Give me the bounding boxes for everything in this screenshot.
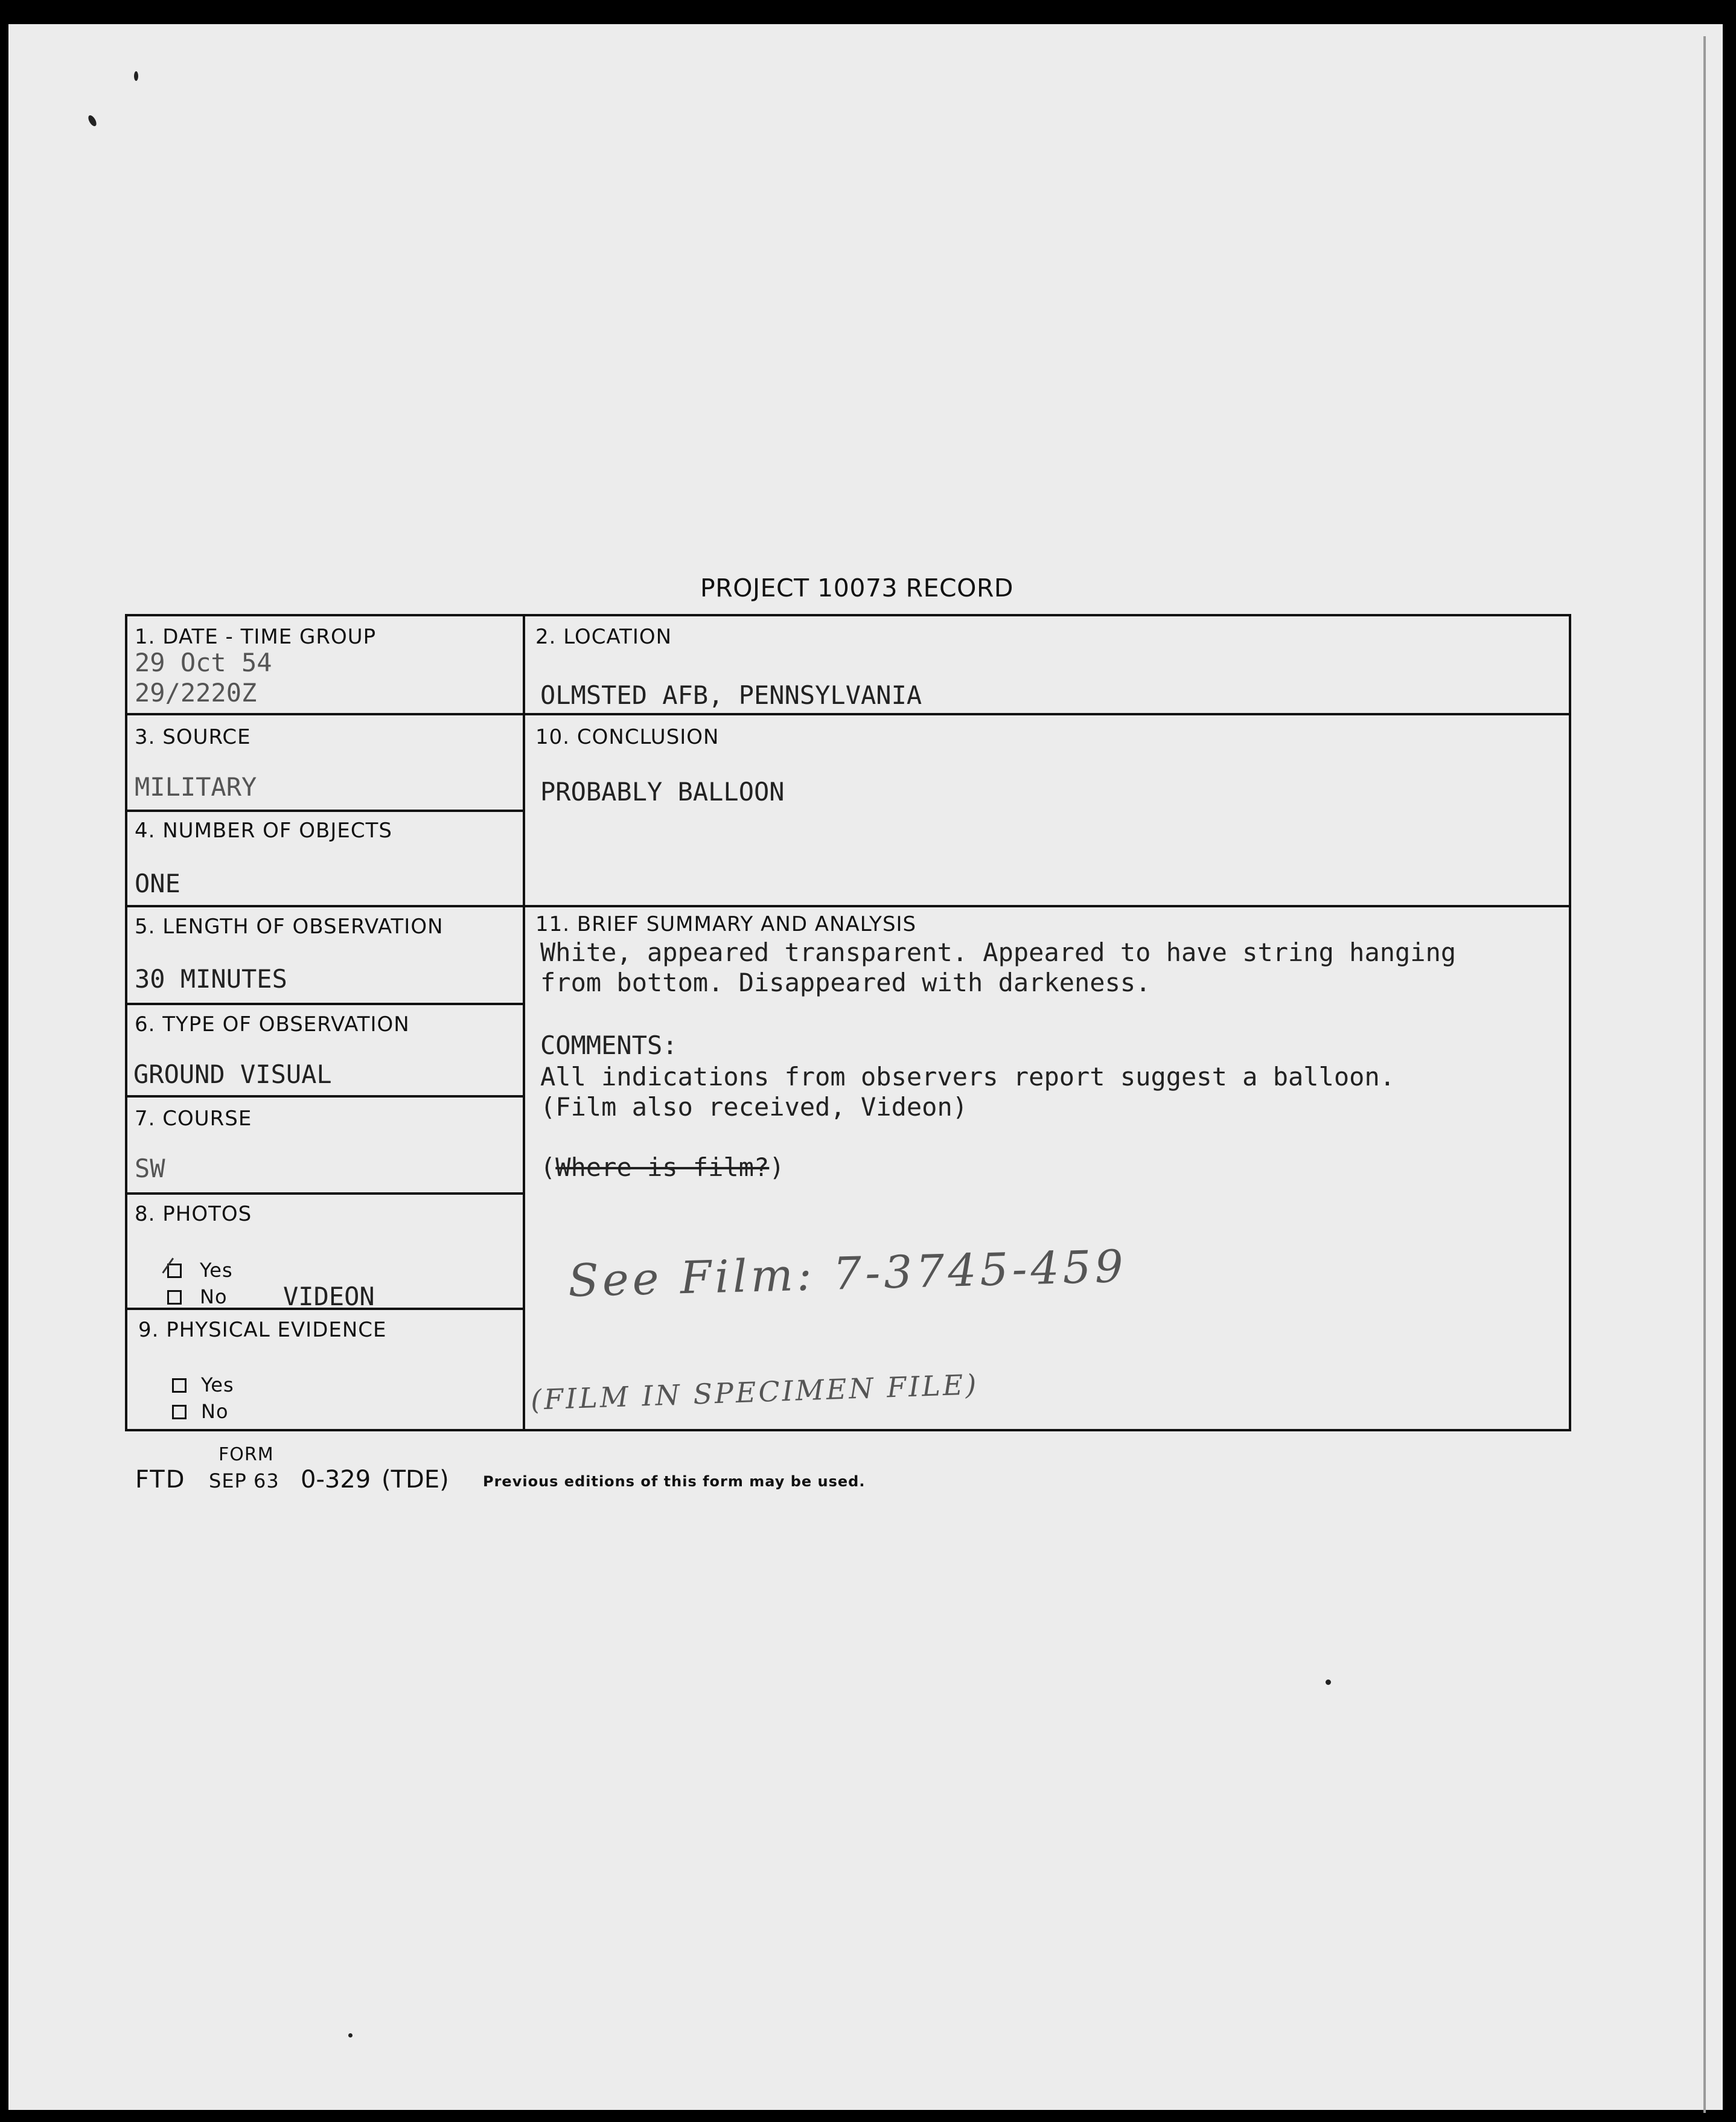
type-of-observation-label: 6. TYPE OF OBSERVATION — [135, 1012, 410, 1037]
time-value: 29/2220Z — [135, 678, 257, 708]
row-divider — [127, 905, 1569, 907]
length-of-observation-label: 5. LENGTH OF OBSERVATION — [135, 915, 444, 939]
summary-line-2: from bottom. Disappeared with darkeness. — [540, 968, 1151, 997]
comment-line-2: (Film also received, Videon) — [540, 1092, 968, 1122]
photos-yes-label: Yes — [200, 1259, 233, 1282]
struck-question: (Where is film?) — [540, 1152, 785, 1182]
conclusion-label: 10. CONCLUSION — [535, 725, 720, 749]
source-label: 3. SOURCE — [135, 725, 251, 749]
row-divider — [127, 1003, 525, 1005]
summary-line-1: White, appeared transparent. Appeared to have string hanging — [540, 938, 1457, 967]
course-value: SW — [135, 1154, 165, 1183]
scan-speck — [134, 71, 138, 81]
photos-yes-checkbox[interactable] — [167, 1264, 182, 1278]
date-time-label: 1. DATE - TIME GROUP — [135, 625, 377, 649]
photos-no-label: No — [200, 1285, 228, 1308]
photos-no-checkbox[interactable] — [167, 1290, 182, 1305]
conclusion-value: PROBABLY BALLOON — [540, 777, 785, 807]
physical-evidence-no-checkbox[interactable] — [172, 1405, 187, 1419]
row-divider — [127, 1192, 525, 1195]
number-of-objects-label: 4. NUMBER OF OBJECTS — [135, 819, 392, 843]
form-title: PROJECT 10073 RECORD — [700, 574, 1013, 602]
footer-date-code: SEP 63 — [209, 1469, 279, 1492]
location-label: 2. LOCATION — [535, 625, 672, 649]
footer-form-number: 0-329 — [301, 1466, 371, 1494]
record-form — [125, 614, 1571, 1431]
number-of-objects-value: ONE — [135, 869, 180, 898]
photos-label: 8. PHOTOS — [135, 1202, 252, 1226]
footer-form-label: FORM — [219, 1444, 274, 1465]
comment-line-1: All indications from observers report suggest a balloon. — [540, 1062, 1396, 1091]
physical-evidence-label: 9. PHYSICAL EVIDENCE — [138, 1318, 387, 1342]
row-divider — [127, 810, 525, 812]
location-value: OLMSTED AFB, PENNSYLVANIA — [540, 680, 922, 710]
footer-ftd: FTD — [135, 1466, 186, 1494]
page-edge — [1703, 36, 1706, 2113]
handwritten-specimen-note: (FILM IN SPECIMEN FILE) — [530, 1368, 980, 1416]
physical-evidence-yes-label: Yes — [201, 1373, 234, 1396]
source-value: MILITARY — [135, 772, 257, 802]
date-value: 29 Oct 54 — [135, 648, 272, 677]
scan-speck — [348, 2033, 353, 2037]
course-label: 7. COURSE — [135, 1107, 252, 1131]
scan-speck — [1326, 1679, 1331, 1685]
comments-label: COMMENTS: — [540, 1031, 678, 1060]
physical-evidence-yes-checkbox[interactable] — [172, 1378, 187, 1393]
type-of-observation-value: GROUND VISUAL — [133, 1059, 332, 1089]
physical-evidence-no-label: No — [201, 1400, 229, 1423]
length-of-observation-value: 30 MINUTES — [135, 964, 287, 994]
summary-label: 11. BRIEF SUMMARY AND ANALYSIS — [535, 912, 917, 936]
photos-note: VIDEON — [283, 1282, 375, 1311]
footer-note: Previous editions of this form may be used. — [483, 1473, 866, 1490]
row-divider — [127, 1095, 525, 1098]
footer-tde: (TDE) — [381, 1466, 449, 1494]
handwritten-film-reference: See Film: 7-3745-459 — [567, 1240, 1128, 1308]
row-divider — [127, 713, 1569, 715]
